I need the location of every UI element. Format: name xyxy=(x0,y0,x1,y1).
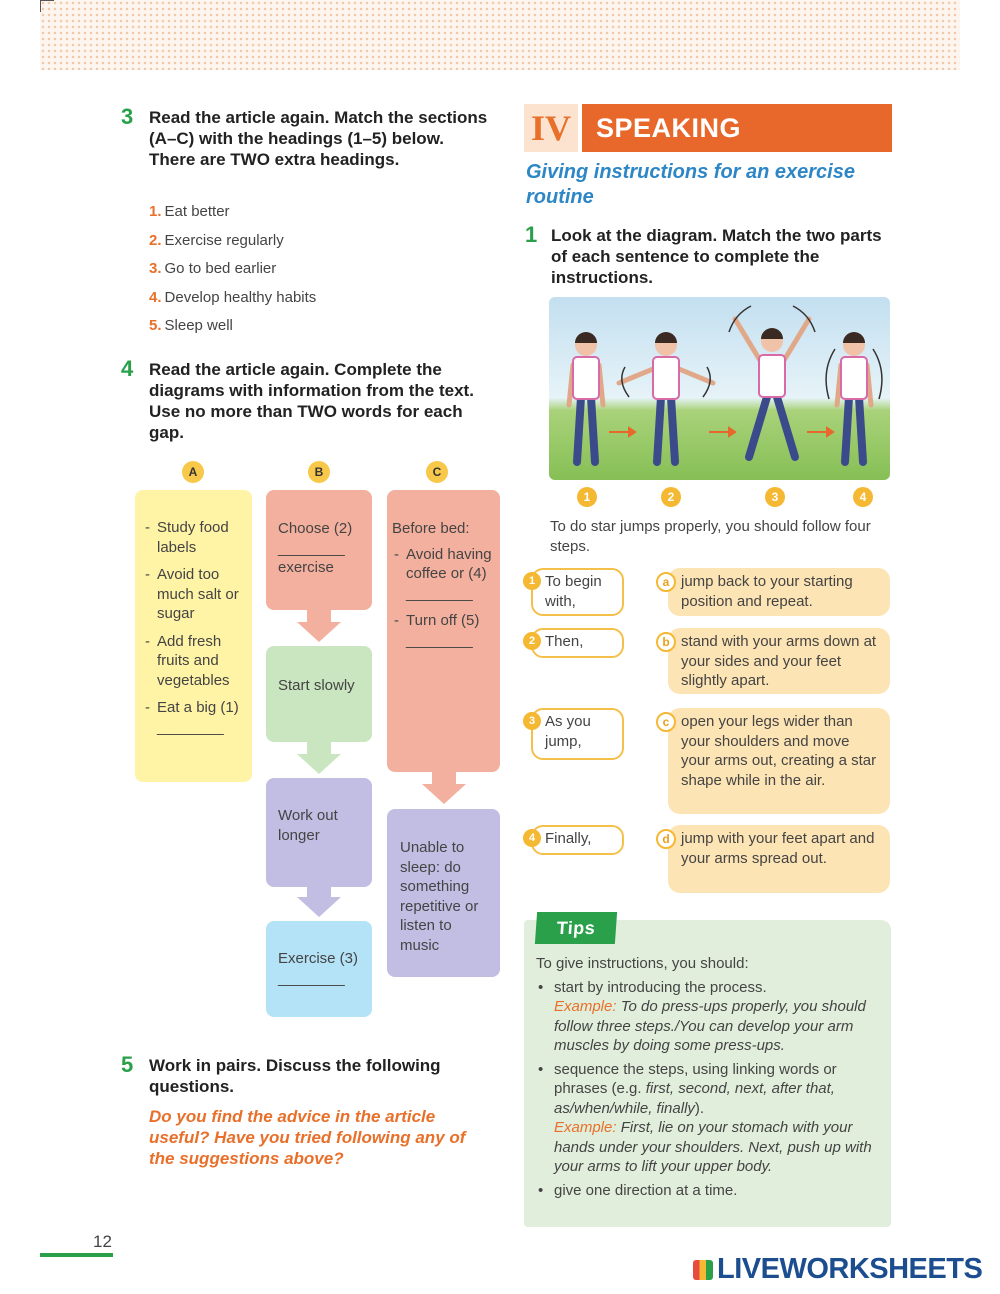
section-subtitle: Giving instructions for an exercise routine xyxy=(526,161,855,208)
sentence-start-1[interactable]: 1 To begin with, xyxy=(531,568,624,616)
flow-arrow xyxy=(297,622,341,642)
heading-item: 5. Sleep well xyxy=(149,317,233,334)
dotted-banner xyxy=(40,0,960,70)
tip-item: • start by introducing the process. Example: To do press-ups properly, you should follow three steps./You can develop your arm muscles by doing some press-ups. xyxy=(536,978,886,1056)
sentence-ending-b[interactable]: b stand with your arms down at your sides and your feet slightly apart. xyxy=(668,628,890,694)
step-number-4: 4 xyxy=(853,487,873,507)
exercise-4-instruction: Read the article again. Complete the diagrams with information from the text. Use no more than TWO words for each gap. xyxy=(149,360,474,442)
tips-label: Tips xyxy=(535,912,617,944)
column-b-step-2: Start slowly xyxy=(266,646,372,742)
column-b-label: B xyxy=(308,461,330,483)
sentence-start-2[interactable]: 2 Then, xyxy=(531,628,624,658)
column-c-gap-5[interactable]: - Turn off (5) ________ xyxy=(392,611,494,650)
step-number-2: 2 xyxy=(661,487,681,507)
page-number: 12 xyxy=(93,1232,112,1251)
headings-list xyxy=(149,198,316,341)
tips-body xyxy=(536,954,886,1204)
liveworksheets-icon xyxy=(693,1260,713,1280)
sentence-start-3[interactable]: 3 As you jump, xyxy=(531,708,624,760)
speaking-exercise-1-instruction: Look at the diagram. Match the two parts of each sentence to complete the instructions. xyxy=(551,226,882,287)
star-jump-illustration xyxy=(549,297,890,480)
heading-item: 2. Exercise regularly xyxy=(149,231,284,249)
page-number-bar xyxy=(40,1253,113,1257)
heading-item: 1. Eat better xyxy=(149,203,230,220)
exercise-4-number: 4 xyxy=(121,356,134,381)
heading-item: 3. Go to bed earlier xyxy=(149,260,277,277)
column-a-label: A xyxy=(182,461,204,483)
column-c-before-bed xyxy=(387,490,500,772)
column-a-gap-1[interactable]: - Eat a big (1) ________ xyxy=(141,698,246,737)
flow-arrow xyxy=(297,754,341,774)
speaking-exercise-1-number: 1 xyxy=(525,222,538,247)
tip-item: • give one direction at a time. xyxy=(536,1181,886,1201)
section-header xyxy=(524,104,892,152)
column-a-item: - Add fresh fruits and vegetables xyxy=(141,632,246,691)
column-c-gap-4[interactable]: - Avoid having coffee or (4) ________ xyxy=(392,545,494,604)
tip-item: • sequence the steps, using linking words or phrases (e.g. first, second, next, after that, as/when/while, finally). Example: First, lie on your stomach with your hands under your shoulders. Next, push up with your arms to lift your upper body. xyxy=(536,1060,886,1177)
column-c-unable-to-sleep: Unable to sleep: do something repetitive or listen to music xyxy=(387,809,500,977)
column-a-item: - Avoid too much salt or sugar xyxy=(141,565,246,624)
flow-arrow xyxy=(422,784,466,804)
column-b-step-1 xyxy=(266,490,372,610)
tips-intro: To give instructions, you should: xyxy=(536,955,749,972)
sentence-start-4[interactable]: 4 Finally, xyxy=(531,825,624,855)
discussion-question: Do you find the advice in the article useful? Have you tried following any of the suggestions above? xyxy=(149,1107,466,1168)
column-b-step-3: Work out longer xyxy=(266,778,372,887)
exercise-5-number: 5 xyxy=(121,1052,134,1077)
column-b-gap-2[interactable]: Choose (2) ________ exercise xyxy=(278,520,353,576)
flow-arrow xyxy=(297,897,341,917)
step-number-1: 1 xyxy=(577,487,597,507)
step-number-3: 3 xyxy=(765,487,785,507)
liveworksheets-logo[interactable]: LIVEWORKSHEETS xyxy=(693,1252,982,1286)
exercise-5-instruction: Work in pairs. Discuss the following questions. xyxy=(149,1056,441,1096)
exercise-3-instruction: Read the article again. Match the sections (A–C) with the headings (1–5) below. There are TWO extra headings. xyxy=(149,108,488,169)
tips-box xyxy=(524,920,891,1227)
heading-item: 4. Develop healthy habits xyxy=(149,288,317,306)
column-c-heading: Before bed: xyxy=(392,520,470,537)
column-b-step-4 xyxy=(266,921,372,1017)
sentence-ending-d[interactable]: d jump with your feet apart and your arms spread out. xyxy=(668,825,890,893)
sentence-ending-c[interactable]: c open your legs wider than your shoulders and move your arms out, creating a star shape while in the air. xyxy=(668,708,890,814)
column-c-label: C xyxy=(426,461,448,483)
exercise-3-number: 3 xyxy=(121,104,134,129)
flow-arrow-stem xyxy=(432,772,456,784)
section-number: IV xyxy=(524,104,578,152)
column-a-item: - Study food labels xyxy=(141,518,246,557)
diagram-column-a xyxy=(135,490,252,782)
star-jump-intro: To do star jumps properly, you should follow four steps. xyxy=(550,518,871,555)
section-title: SPEAKING xyxy=(582,104,892,152)
star-jump-figures xyxy=(549,297,890,480)
column-b-gap-3[interactable]: Exercise (3) ________ xyxy=(278,950,359,987)
corner-mark xyxy=(40,0,54,12)
sentence-ending-a[interactable]: a jump back to your starting position and repeat. xyxy=(668,568,890,616)
